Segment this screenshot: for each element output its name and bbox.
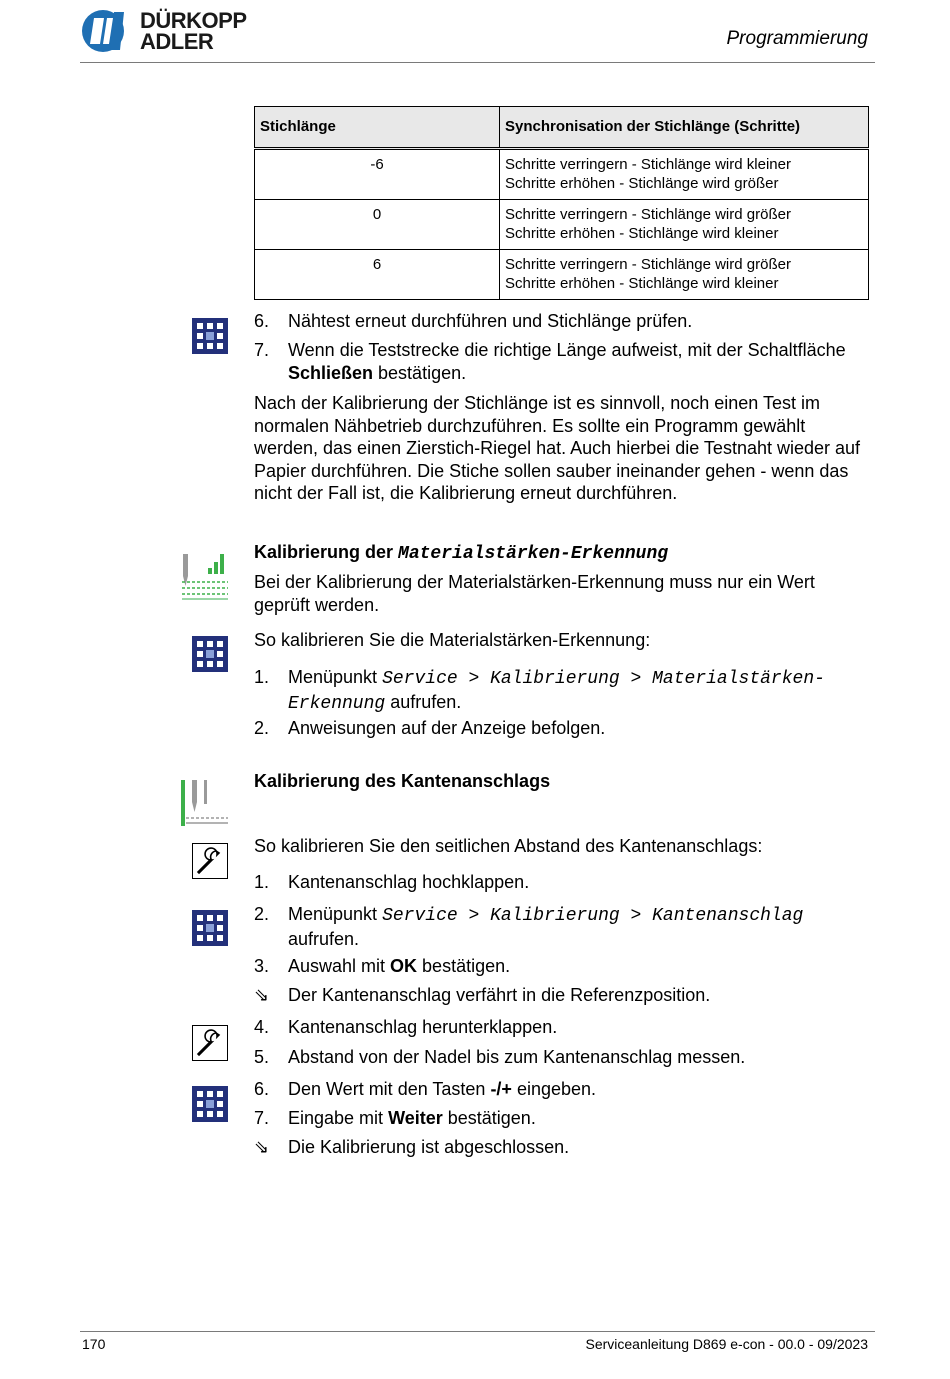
material-intro: Bei der Kalibrierung der Materialstärken-Erkennung muss nur ein Wert geprüft werden. [254,572,815,615]
step-text-part: Den Wert mit den Tasten [288,1079,491,1099]
button-name-ok: OK [390,956,418,976]
stitch-length-table [254,106,869,300]
button-name-weiter: Weiter [388,1108,443,1128]
step-number: 7. [254,1108,270,1128]
table-header-synchronisation: Synchronisation der Stichlänge (Schritte) [500,107,869,149]
list-item [254,310,869,333]
step-text-part: bestätigen. [373,362,467,383]
step-text: Anweisungen auf der Anzeige befolgen. [288,718,606,738]
step-text-part: bestätigen. [417,956,511,976]
step-text-part: eingeben. [511,1079,597,1099]
step-text: Nähtest erneut durchführen und Stichlänge prüfen. [288,311,693,331]
list-item [254,339,869,384]
table-row [255,250,869,300]
step-text-part: Eingabe mit [288,1108,389,1128]
step-text: Abstand von der Nadel bis zum Kantenanschlag messen. [288,1047,746,1067]
heading-edge-guide: Kalibrierung des Kantenanschlags [254,771,551,791]
control-panel-icon [192,318,228,354]
edge-guide-icon [180,778,230,830]
paragraph-calibration-note: Nach der Kalibrierung der Stichlänge ist es sinnvoll, noch einen Test im normalen Nähbetrieb durchzuführen. Es sollte ein Programm gewählt werden, das einen Zierstich-Riegel hat. Auch hierbei die Testnaht wieder auf Papier durchführen. Die Stiche sollen sauber ineinander gehen - wenn das nicht der Fall ist, die Kalibrierung erneut durchführen. [254,393,861,503]
step-text [288,1078,869,1101]
step-text [288,1107,869,1130]
table-cell-value: -6 [255,149,500,200]
step-number: 2. [254,904,270,924]
table-header-stichlaenge: Stichlänge [255,107,500,149]
table-header-row [255,107,869,149]
list-item [254,1107,869,1130]
table-cell-line: Schritte verringern - Stichlänge wird größer [505,206,791,223]
step-text [288,955,869,978]
page-number: 170 [82,1336,106,1352]
step-text-part: aufrufen. [385,691,462,712]
control-panel-icon [192,636,228,672]
step-text: Kantenanschlag hochklappen. [288,872,530,892]
menu-path: Service > Kalibrierung > Kantenanschlag [382,906,804,926]
list-item [254,984,869,1007]
step-number: 3. [254,956,270,976]
heading-text: Kalibrierung der [254,542,399,562]
control-panel-icon [192,910,228,946]
list-item [254,1078,869,1101]
wrench-icon [192,843,228,879]
result-arrow-icon: ⇘ [254,985,270,1005]
footer-divider [80,1331,875,1332]
list-item [254,666,869,715]
step-text-part: bestätigen. [442,1108,536,1128]
brand-line-2: ADLER [140,29,214,54]
step-number: 6. [254,1079,270,1099]
table-cell-description [500,200,869,250]
result-text: Die Kalibrierung ist abgeschlossen. [288,1137,570,1157]
step-number: 5. [254,1047,270,1067]
list-item [254,717,869,740]
result-text: Der Kantenanschlag verfährt in die Referenzposition. [288,985,711,1005]
header-divider [80,62,875,63]
table-row [255,149,869,200]
table-cell-line: Schritte erhöhen - Stichlänge wird kleiner [505,225,779,242]
list-item [254,871,869,894]
list-item [254,903,869,950]
section-title: Programmierung [726,28,868,49]
step-text [288,666,869,715]
table-cell-line: Schritte verringern - Stichlänge wird größer [505,256,791,273]
wrench-icon [192,1025,228,1061]
button-name-schliessen: Schließen [288,362,374,383]
document-reference: Serviceanleitung D869 e-con - 00.0 - 09/2023 [585,1336,868,1352]
step-number: 6. [254,311,270,331]
heading-menu-term: Materialstärken-Erkennung [398,544,669,564]
step-text-part: Menüpunkt [288,904,383,924]
table-cell-line: Schritte erhöhen - Stichlänge wird größer [505,175,779,192]
edge-howto: So kalibrieren Sie den seitlichen Abstand des Kantenanschlags: [254,836,763,856]
table-cell-line: Schritte verringern - Stichlänge wird kleiner [505,156,791,173]
brand-line-1: DÜRKOPP [140,8,247,33]
control-panel-icon [192,1086,228,1122]
list-item [254,1016,869,1039]
logo-mark-icon [80,8,136,54]
list-item [254,1046,869,1069]
step-text-part: Auswahl mit [288,956,391,976]
step-text: Kantenanschlag herunterklappen. [288,1017,558,1037]
step-text-part: aufrufen. [288,928,360,949]
table-cell-description [500,149,869,200]
step-text [288,903,869,950]
key-name-minus-plus: -/+ [490,1079,512,1099]
step-number: 1. [254,667,270,687]
table-cell-value: 0 [255,200,500,250]
result-arrow-icon: ⇘ [254,1137,270,1157]
list-item [254,1136,869,1159]
duerkopp-adler-logo [80,8,270,54]
menu-path: Service > Kalibrierung > Materialstärken-Erkennung [288,669,825,714]
heading-material-thickness [254,542,668,564]
step-number: 7. [254,340,270,360]
list-item [254,955,869,978]
table-cell-description [500,250,869,300]
step-text-part: Menüpunkt [288,667,383,687]
step-number: 2. [254,718,270,738]
material-thickness-icon [180,552,230,604]
step-text [288,339,869,384]
table-cell-line: Schritte erhöhen - Stichlänge wird kleiner [505,275,779,292]
table-cell-value: 6 [255,250,500,300]
step-text-part: Wenn die Teststrecke die richtige Länge aufweist, mit der Schaltfläche [288,340,846,360]
material-howto: So kalibrieren Sie die Materialstärken-Erkennung: [254,630,651,650]
step-number: 4. [254,1017,270,1037]
step-number: 1. [254,872,270,892]
table-row [255,200,869,250]
